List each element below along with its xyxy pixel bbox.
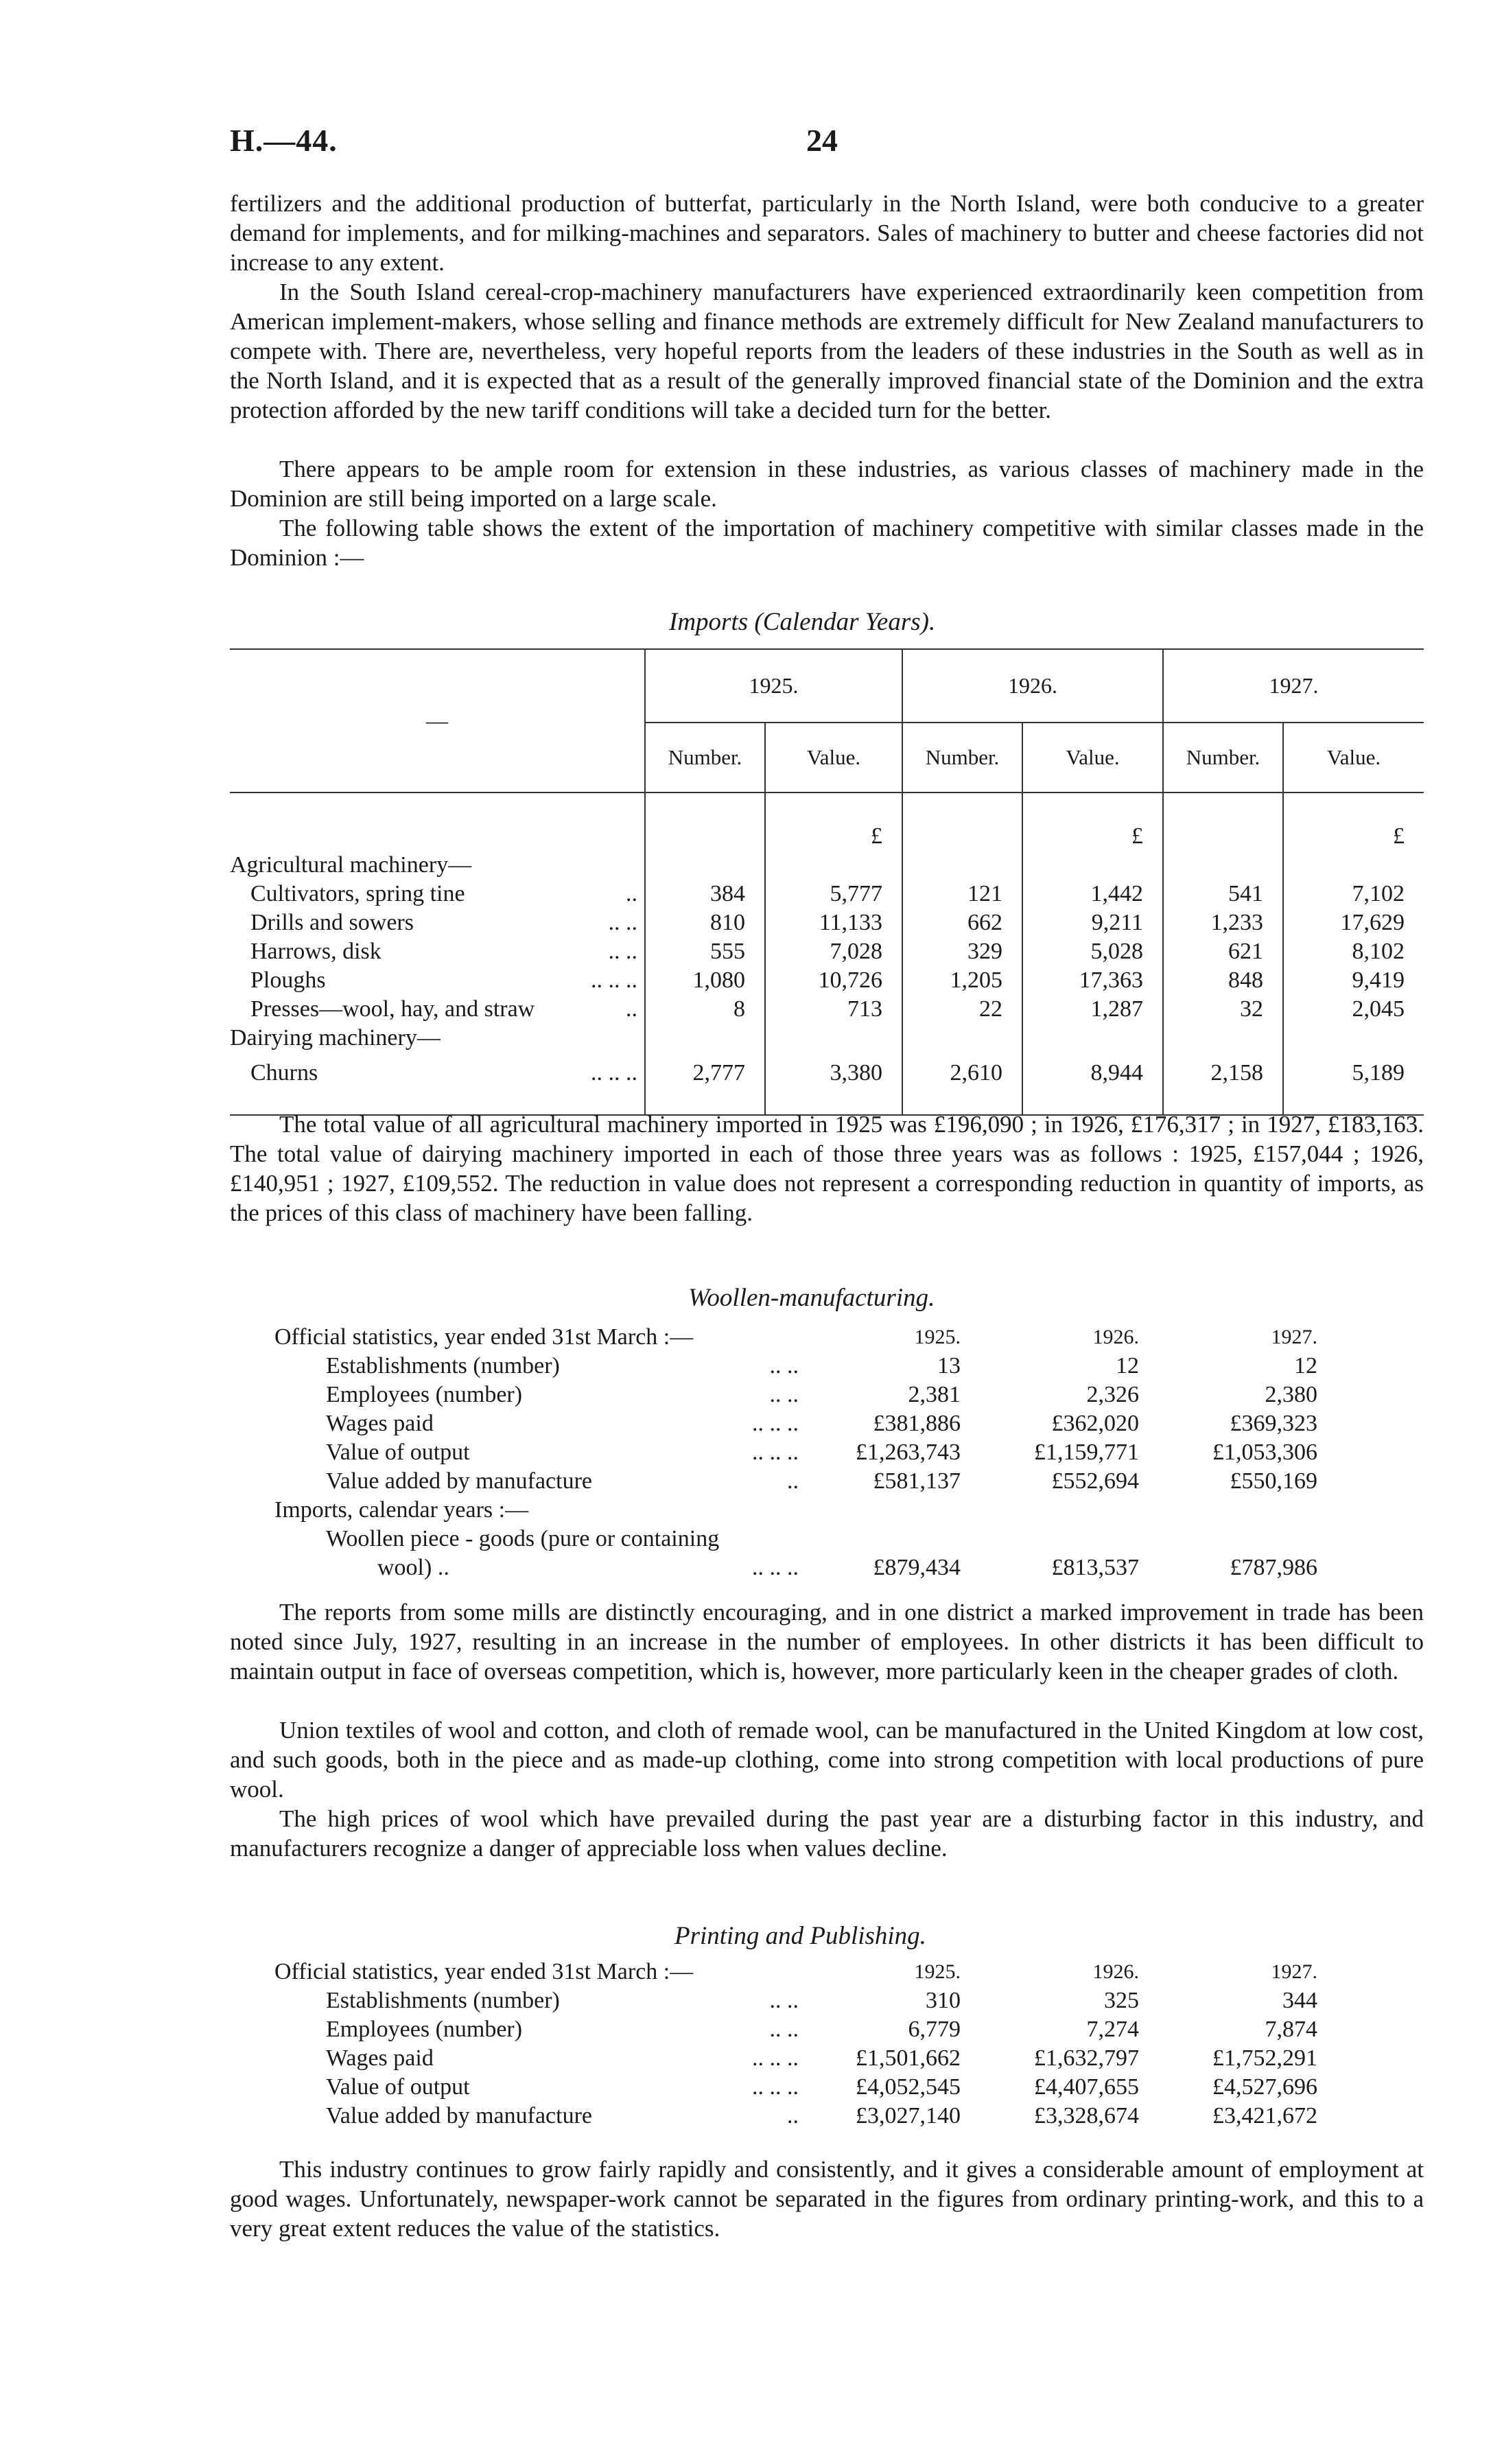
row-label [230, 966, 645, 995]
subheader-number: Number. [1163, 723, 1283, 793]
stat-value: £3,421,672 [1212, 2103, 1317, 2128]
year-1926: 1926. [1092, 1326, 1139, 1348]
table-cell: 1,287 [1022, 995, 1163, 1024]
intro-paragraph-4: The following table shows the extent of the importation of machinery competitive with similar classes made in the Dominion :— [230, 515, 1424, 571]
table-cell: 121 [902, 880, 1022, 908]
row-label-text: Harrows, disk [250, 939, 381, 964]
table-cell: 713 [765, 995, 902, 1024]
stat-value: £3,328,674 [1034, 2103, 1139, 2128]
stat-row [274, 1381, 1317, 1409]
table-cell: 1,442 [1022, 880, 1163, 908]
row-label-text: Churns [250, 1060, 318, 1086]
stat-value: 7,874 [1265, 2017, 1317, 2042]
imports-calendar-label: Imports, calendar years :— [274, 1497, 529, 1523]
year-1927: 1927. [1271, 1326, 1317, 1348]
table-row [230, 966, 1424, 995]
year-header-1926: 1926. [902, 649, 1163, 723]
stat-value: £1,053,306 [1212, 1440, 1317, 1465]
printing-caption: Printing and Publishing. [674, 1922, 926, 1950]
row-label [230, 908, 645, 937]
category-heading: Dairying machinery— [230, 1025, 441, 1051]
woollen-piece-label-cont: wool) .. [377, 1555, 449, 1580]
table-cell: 17,629 [1283, 908, 1424, 937]
stat-value: 344 [1282, 1988, 1317, 2013]
stat-value: £1,632,797 [1034, 2045, 1139, 2071]
woollen-intro: Official statistics, year ended 31st March :— [274, 1324, 694, 1350]
subheader-number: Number. [645, 723, 765, 793]
stat-row [274, 2044, 1317, 2073]
woollen-paragraph-2: Union textiles of wool and cotton, and cloth of remade wool, can be manufactured in the United Kingdom at low cost, and such goods, both in the piece and as made-up clothing, come into strong competition with local productions of pure wool. [230, 1717, 1424, 1803]
table-cell: 2,777 [645, 1053, 765, 1094]
table-cell: 10,726 [765, 966, 902, 995]
row-label [230, 880, 645, 908]
leader-dots: .. .. .. [591, 1060, 637, 1086]
imports-table-caption: Imports (Calendar Years). [669, 608, 936, 636]
row-label-text: Cultivators, spring tine [250, 881, 465, 906]
year-1926: 1926. [1092, 1960, 1139, 1983]
table-cell: 848 [1163, 966, 1283, 995]
table-cell: 1,205 [902, 966, 1022, 995]
table-cell: 2,158 [1163, 1053, 1283, 1094]
leader-dots: .. [626, 996, 637, 1022]
table-cell: 810 [645, 908, 765, 937]
printing-statistics [274, 1958, 1317, 2131]
table-cell: 329 [902, 937, 1022, 966]
leader-dots: .. .. .. [752, 1440, 799, 1465]
stat-value: £3,027,140 [856, 2103, 961, 2128]
stat-label: Wages paid [326, 2045, 434, 2071]
table-cell: 555 [645, 937, 765, 966]
intro-paragraph-2: In the South Island cereal-crop-machinery manufacturers have experienced extraordinarily keen competition from American implement-makers, whose selling and finance methods are extremely difficult for New Zealand manufacturers to compete with. There are, nevertheless, very hopeful reports from the leaders of these industries in the South as well as in the North Island, and it is expected that as a result of the generally improved financial state of the Dominion and the extra protection afforded by the new tariff conditions will take a decided turn for the better. [230, 279, 1424, 423]
stat-value: £362,020 [1051, 1411, 1139, 1436]
stat-value: 2,326 [1086, 1382, 1139, 1407]
stat-value: 2,380 [1265, 1382, 1317, 1407]
year-1927: 1927. [1271, 1960, 1317, 1983]
leader-dots: .. .. [769, 1988, 799, 2013]
table-cell: 11,133 [765, 908, 902, 937]
year-header-1925: 1925. [645, 649, 902, 723]
table-row [230, 1024, 1424, 1053]
middle-paragraph: The total value of all agricultural machinery imported in 1925 was £196,090 ; in 1926, £176,317 ; in 1927, £183,163. The total value of dairying machinery imported in each of those three years was as follows : 1925, £157,044 ; 1926, £140,951 ; 1927, £109,552. The reduction in value does not represent a corresponding reduction in quantity of imports, as the prices of this class of machinery have been falling. [230, 1111, 1424, 1226]
subheader-value: Value. [1022, 723, 1163, 793]
table-cell: 9,211 [1022, 908, 1163, 937]
table-cell: 1,233 [1163, 908, 1283, 937]
blank-header: — [230, 649, 645, 793]
stat-row [274, 1352, 1317, 1381]
table-cell: 2,610 [902, 1053, 1022, 1094]
stat-value: 310 [926, 1988, 961, 2013]
leader-dots: .. .. .. [752, 2045, 799, 2071]
stat-row [274, 1467, 1317, 1496]
table-cell: 7,028 [765, 937, 902, 966]
leader-dots: .. .. [608, 910, 637, 935]
currency-symbol: £ [765, 822, 902, 851]
leader-dots: .. .. [608, 939, 637, 964]
woollen-paragraph-3: The high prices of wool which have prevailed during the past year are a disturbing factor in this industry, and manufacturers recognize a danger of appreciable loss when values decline. [230, 1805, 1424, 1862]
table-row [230, 880, 1424, 908]
stat-value: £1,263,743 [856, 1440, 961, 1465]
subheader-value: Value. [1283, 723, 1424, 793]
stat-value: £4,052,545 [856, 2074, 961, 2100]
table-cell: 541 [1163, 880, 1283, 908]
stat-value: £4,407,655 [1034, 2074, 1139, 2100]
stat-label: Employees (number) [326, 2017, 523, 2042]
leader-dots: .. [787, 1468, 799, 1494]
document-reference: H.—44. [230, 123, 338, 158]
intro-paragraph-3: There appears to be ample room for extension in these industries, as various classes of machinery made in the Dominion are still being imported on a large scale. [230, 456, 1424, 512]
stat-value: 6,779 [908, 2017, 961, 2042]
woollen-piece-label: Woollen piece - goods (pure or containing [326, 1526, 720, 1551]
subheader-number: Number. [902, 723, 1022, 793]
table-row [230, 851, 1424, 880]
closing-paragraph: This industry continues to grow fairly rapidly and consistently, and it gives a considerable amount of employment at good wages. Unfortunately, newspaper-work cannot be separated in the figures from ordinary printing-work, and this to a very great extent reduces the value of the statistics. [230, 2156, 1424, 2242]
stat-value: £1,752,291 [1212, 2045, 1317, 2071]
stat-row [274, 2015, 1317, 2044]
table-cell: 384 [645, 880, 765, 908]
stat-row [274, 1409, 1317, 1438]
page-header [230, 122, 1424, 170]
year-1925: 1925. [914, 1326, 961, 1348]
subheader-value: Value. [765, 723, 902, 793]
table-cell: 7,102 [1283, 880, 1424, 908]
stat-value: £787,986 [1230, 1555, 1317, 1580]
table-cell: 9,419 [1283, 966, 1424, 995]
stat-label: Value of output [326, 2074, 470, 2100]
imports-table [230, 648, 1424, 1116]
stat-value: 12 [1294, 1353, 1317, 1378]
stat-row [274, 2102, 1317, 2131]
intro-paragraph-1: fertilizers and the additional production of butterfat, particularly in the North Island, were both conducive to a greater demand for implements, and for milking-machines and separators. Sales of machinery to butter and cheese factories did not increase to any extent. [230, 190, 1424, 276]
stat-value: £381,886 [873, 1411, 961, 1436]
leader-dots: .. .. [769, 1382, 799, 1407]
stat-label: Employees (number) [326, 1382, 523, 1407]
leader-dots: .. .. .. [591, 967, 637, 993]
table-cell: 5,189 [1283, 1053, 1424, 1094]
stat-value: 325 [1104, 1988, 1139, 2013]
stat-value: £813,537 [1051, 1555, 1139, 1580]
currency-symbol: £ [1283, 822, 1424, 851]
table-cell: 3,380 [765, 1053, 902, 1094]
stat-label: Value of output [326, 1440, 470, 1465]
stat-value: £4,527,696 [1212, 2074, 1317, 2100]
stat-value: 2,381 [908, 1382, 961, 1407]
woollen-paragraph-1: The reports from some mills are distinctly encouraging, and in one district a marked improvement in trade has been noted since July, 1927, resulting in an increase in the number of employees. In other districts it has been difficult to maintain output in face of overseas competition, which is, however, more particularly keen in the cheaper grades of cloth. [230, 1599, 1424, 1685]
category-heading: Agricultural machinery— [230, 852, 472, 878]
stat-row [274, 1986, 1317, 2015]
currency-symbol: £ [1022, 822, 1163, 851]
table-row [230, 937, 1424, 966]
woollen-statistics [274, 1323, 1317, 1582]
leader-dots: .. .. .. [752, 1411, 799, 1436]
table-cell: 8,944 [1022, 1053, 1163, 1094]
row-label [230, 1053, 645, 1094]
table-cell: 22 [902, 995, 1022, 1024]
stat-value: 13 [937, 1353, 961, 1378]
stat-row [274, 2073, 1317, 2102]
row-label-text: Presses—wool, hay, and straw [250, 996, 535, 1022]
stat-label: Value added by manufacture [326, 2103, 592, 2128]
leader-dots: .. .. [769, 1353, 799, 1378]
table-cell: 662 [902, 908, 1022, 937]
page-number: 24 [806, 123, 838, 158]
year-header-1927: 1927. [1163, 649, 1424, 723]
stat-value: £552,694 [1051, 1468, 1139, 1494]
row-label [230, 937, 645, 966]
table-row [230, 995, 1424, 1024]
stat-row [274, 1438, 1317, 1467]
woollen-caption: Woollen-manufacturing. [688, 1284, 935, 1312]
stat-value: £581,137 [873, 1468, 961, 1494]
printing-intro: Official statistics, year ended 31st March :— [274, 1959, 694, 1984]
currency-row [230, 822, 1424, 851]
stat-label: Establishments (number) [326, 1353, 560, 1378]
stat-value: £550,169 [1230, 1468, 1317, 1494]
table-cell: 32 [1163, 995, 1283, 1024]
leader-dots: .. .. [769, 2017, 799, 2042]
table-cell: 5,028 [1022, 937, 1163, 966]
table-cell: 8,102 [1283, 937, 1424, 966]
leader-dots: .. [626, 881, 637, 906]
row-label-text: Drills and sowers [250, 910, 414, 935]
leader-dots: .. .. .. [752, 1555, 799, 1580]
table-cell: 2,045 [1283, 995, 1424, 1024]
table-cell: 8 [645, 995, 765, 1024]
table-cell: 1,080 [645, 966, 765, 995]
stat-value: £879,434 [873, 1555, 961, 1580]
stat-value: £369,323 [1230, 1411, 1317, 1436]
stat-label: Establishments (number) [326, 1988, 560, 2013]
leader-dots: .. .. .. [752, 2074, 799, 2100]
stat-value: 12 [1116, 1353, 1139, 1378]
table-row [230, 1053, 1424, 1094]
year-1925: 1925. [914, 1960, 961, 1983]
table-row [230, 908, 1424, 937]
stat-value: 7,274 [1086, 2017, 1139, 2042]
row-label-text: Ploughs [250, 967, 326, 993]
stat-value: £1,501,662 [856, 2045, 961, 2071]
stat-label: Wages paid [326, 1411, 434, 1436]
table-cell: 621 [1163, 937, 1283, 966]
stat-label: Value added by manufacture [326, 1468, 592, 1494]
table-cell: 5,777 [765, 880, 902, 908]
row-label [230, 995, 645, 1024]
stat-value: £1,159,771 [1034, 1440, 1139, 1465]
leader-dots: .. [787, 2103, 799, 2128]
table-cell: 17,363 [1022, 966, 1163, 995]
